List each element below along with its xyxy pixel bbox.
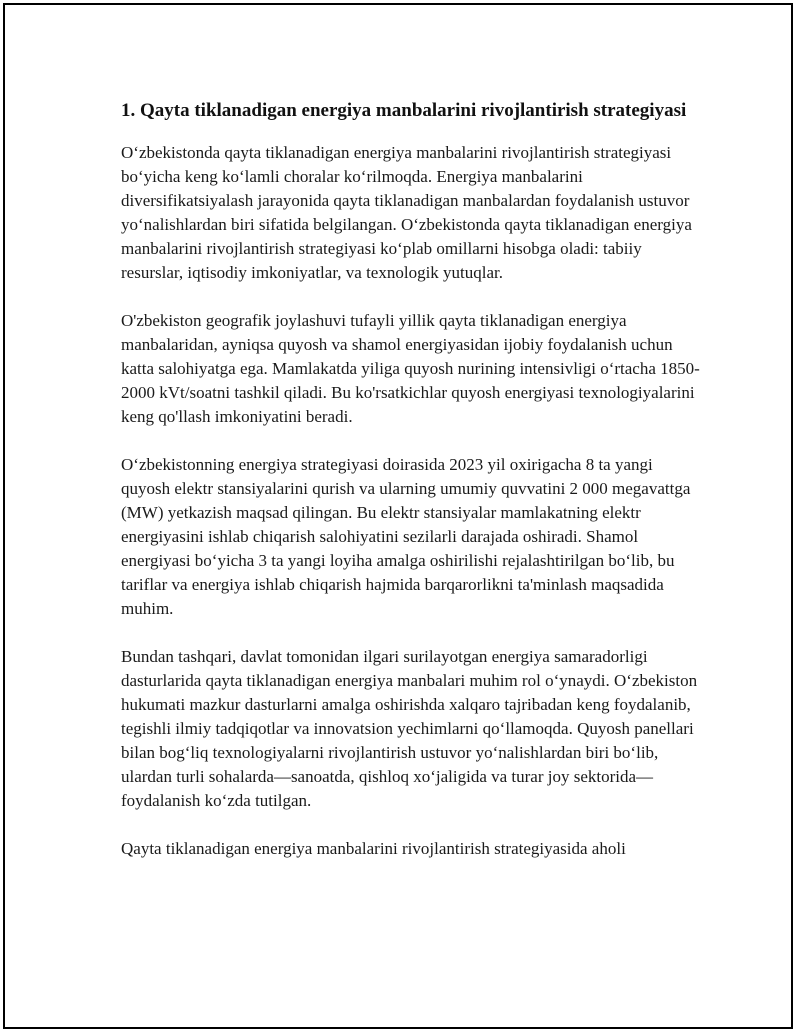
paragraph-3: O‘zbekistonning energiya strategiyasi doirasida 2023 yil oxirigacha 8 ta yangi quyosh elektr stansiyalarini qurish va ularning umumiy quvvatini 2 000 megavattga (MW) yetkazish maqsad qilingan. Bu elektr stansiyalar mamlakatning elektr energiyasini ishlab chiqarish salohiyatini sezilarli darajada oshiradi. Shamol energiyasi bo‘yicha 3 ta yangi loyiha amalga oshirilishi rejalashtirilgan bo‘lib, bu tariflar va energiya ishlab chiqarish hajmida barqarorlikni ta'minlash maqsadida muhim. [121, 455, 691, 618]
document-body [121, 97, 701, 861]
section-heading: 1. Qayta tiklanadigan energiya manbalarini rivojlantirish strategiyasi [121, 100, 687, 121]
paragraph-5: Qayta tiklanadigan energiya manbalarini rivojlantirish strategiyasida aholi [121, 839, 626, 858]
paragraph-4: Bundan tashqari, davlat tomonidan ilgari surilayotgan energiya samaradorligi dasturlarida qayta tiklanadigan energiya manbalari muhim rol o‘ynaydi. O‘zbekiston hukumati mazkur dasturlarni amalga oshirishda xalqaro tajribadan keng foydalanib, tegishli ilmiy tadqiqotlar va innovatsion yechimlarni qo‘llamoqda. Quyosh panellari bilan bog‘liq texnologiyalarni rivojlantirish ustuvor yo‘nalishlardan biri bo‘lib, ulardan turli sohalarda—sanoatda, qishloq xo‘jaligida va turar joy sektorida—foydalanish ko‘zda tutilgan. [121, 647, 698, 810]
paragraph-2: O'zbekiston geografik joylashuvi tufayli yillik qayta tiklanadigan energiya manbalaridan, ayniqsa quyosh va shamol energiyasidan ijobiy foydalanish uchun katta salohiyatga ega. Mamlakatda yiliga quyosh nurining intensivligi o‘rtacha 1850-2000 kVt/soatni tashkil qiladi. Bu ko'rsatkichlar quyosh energiyasi texnologiyalarini keng qo'llash imkoniyatini beradi. [121, 311, 700, 426]
paragraph-1: O‘zbekistonda qayta tiklanadigan energiya manbalarini rivojlantirish strategiyasi bo‘yicha keng ko‘lamli choralar ko‘rilmoqda. Energiya manbalarini diversifikatsiyalash jarayonida qayta tiklanadigan manbalardan foydalanish ustuvor yo‘nalishlardan biri sifatida belgilangan. O‘zbekistonda qayta tiklanadigan energiya manbalarini rivojlantirish strategiyasi ko‘plab omillarni hisobga oladi: tabiiy resurslar, iqtisodiy imkoniyatlar, va texnologik yutuqlar. [121, 143, 692, 282]
document-page [3, 3, 793, 1029]
